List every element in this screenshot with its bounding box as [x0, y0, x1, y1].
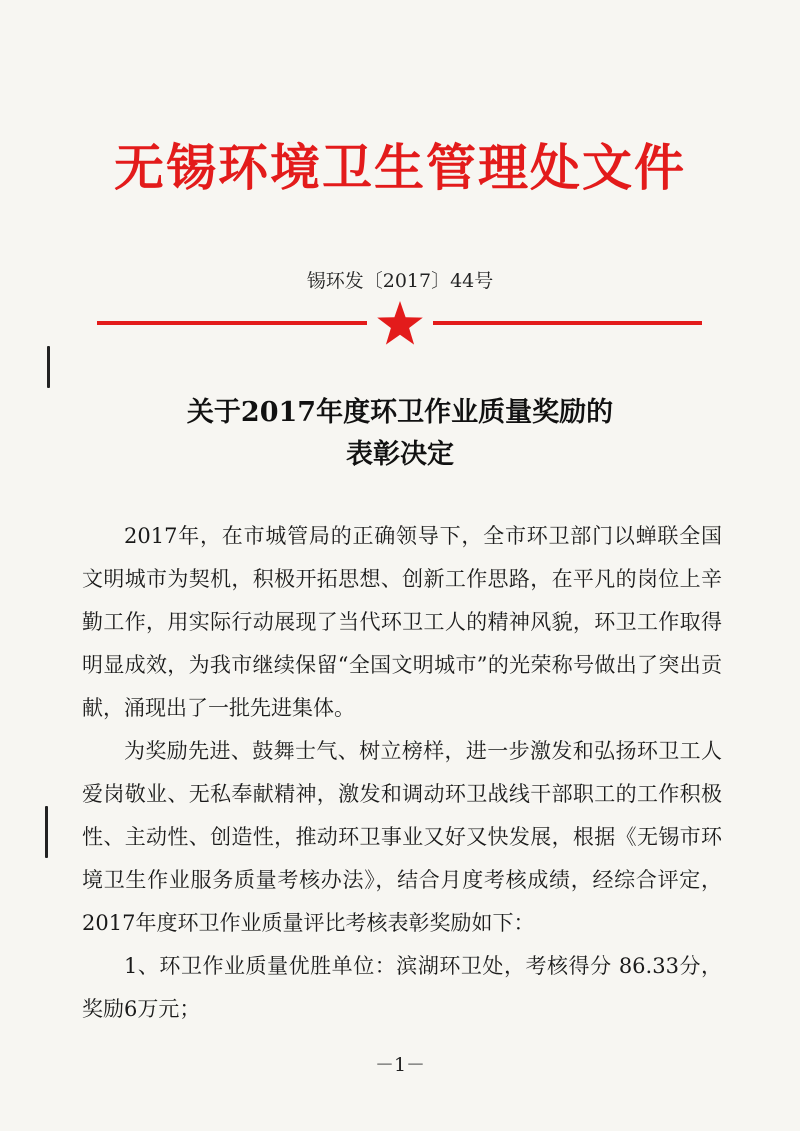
award-item: 1、环卫作业质量优胜单位：滨湖环卫处，考核得分 86.33分，奖励6万元；	[82, 954, 722, 1021]
body-paragraph: 2017年，在市城管局的正确领导下，全市环卫部门以蝉联全国文明城市为契机，积极开拓思想、创新工作思路，在平凡的岗位上辛勤工作，用实际行动展现了当代环卫工人的精神风貌，环卫工作取得明显成效，为我市继续保留“全国文明城市”的光荣称号做出了突出贡献，涌现出了一批先进集体。	[82, 524, 722, 720]
binding-mark	[45, 806, 48, 858]
body-paragraph: 为奖励先进、鼓舞士气、树立榜样，进一步激发和弘扬环卫工人爱岗敬业、无私奉献精神，激发和调动环卫战线干部职工的工作积极性、主动性、创造性，推动环卫事业又好又快发展，根据《无锡市环境卫生作业服务质量考核办法》，结合月度考核成绩，经综合评定，2017年度环卫作业质量评比考核表彰奖励如下：	[82, 739, 722, 935]
document-body	[82, 515, 722, 1031]
subject-line-2: 表彰决定	[346, 439, 454, 470]
red-divider-left	[97, 321, 367, 325]
binding-mark	[47, 346, 50, 388]
red-star-icon	[376, 300, 424, 346]
subject-line-1: 关于2017年度环卫作业质量奖励的	[186, 397, 614, 428]
document-number: 锡环发〔2017〕44号	[306, 270, 494, 292]
document-header-title: 无锡环境卫生管理处文件	[114, 138, 686, 197]
page-number: －1－	[374, 1054, 426, 1076]
document-subject	[0, 392, 800, 476]
red-divider-right	[433, 321, 702, 325]
